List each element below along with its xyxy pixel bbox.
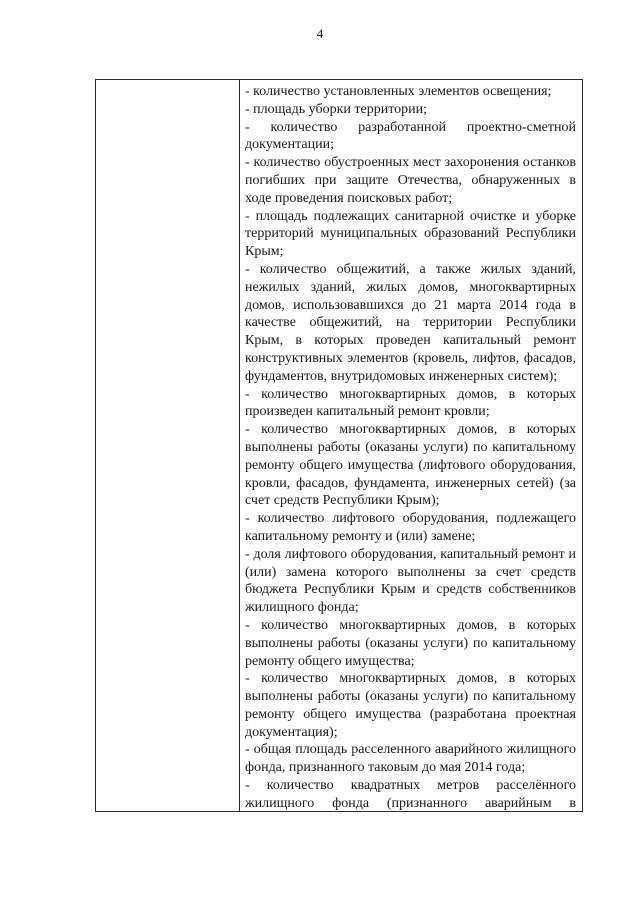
list-item: - количество многоквартирных домов, в которых выполнены работы (оказаны услуги) по капитальному ремонту общего имущества; [245,617,576,669]
list-item: - доля лифтового оборудования, капитальный ремонт и (или) замена которого выполнены за счет средств бюджета Республики Крым и средств собственников жилищного фонда; [245,546,576,616]
list-item: - площадь подлежащих санитарной очистке и уборке территорий муниципальных образований Республики Крым; [245,208,576,260]
list-item: - количество многоквартирных домов, в которых выполнены работы (оказаны услуги) по капитальному ремонту общего имущества (лифтового оборудования, кровли, фасадов, фундамента, инженерных сетей) (за счет средств Республики Крым); [245,422,576,509]
document-table [95,79,583,812]
list-item: - количество многоквартирных домов, в которых выполнены работы (оказаны услуги) по капитальному ремонту общего имущества (разработана проектная документация); [245,671,576,740]
list-item: - количество обустроенных мест захоронения останков погибших при защите Отечества, обнаруженных в ходе проведения поисковых работ; [245,155,576,206]
table-right-cell [240,80,582,811]
list-item: - количество общежитий, а также жилых зданий, нежилых зданий, жилых домов, многоквартирных домов, использовавшихся до 21 марта 2014 года в качестве общежитий, на территории Республики Крым, в которых проведен капитальный ремонт конструктивных элементов (кровель, лифтов, фасадов, фундаментов, внутридомовых инженерных систем); [245,261,576,384]
list-item: - общая площадь расселенного аварийного жилищного фонда, признанного таковым до мая 2014 года; [245,742,576,776]
list-item: - количество разработанной проектно-сметной документации; [245,119,576,153]
list-item: - количество многоквартирных домов, в которых произведен капитальный ремонт кровли; [245,386,576,420]
page-number: 4 [316,26,324,41]
table-left-cell [96,80,240,811]
list-item: - площадь уборки территории; [245,101,428,117]
list-item: - количество квадратных метров расселённого жилищного фонда (признанного аварийным в [245,778,576,811]
list-item: - количество установленных элементов освещения; [245,84,552,99]
list-item: - количество лифтового оборудования, подлежащего капитальному ремонту и (или) замене; [245,511,576,544]
